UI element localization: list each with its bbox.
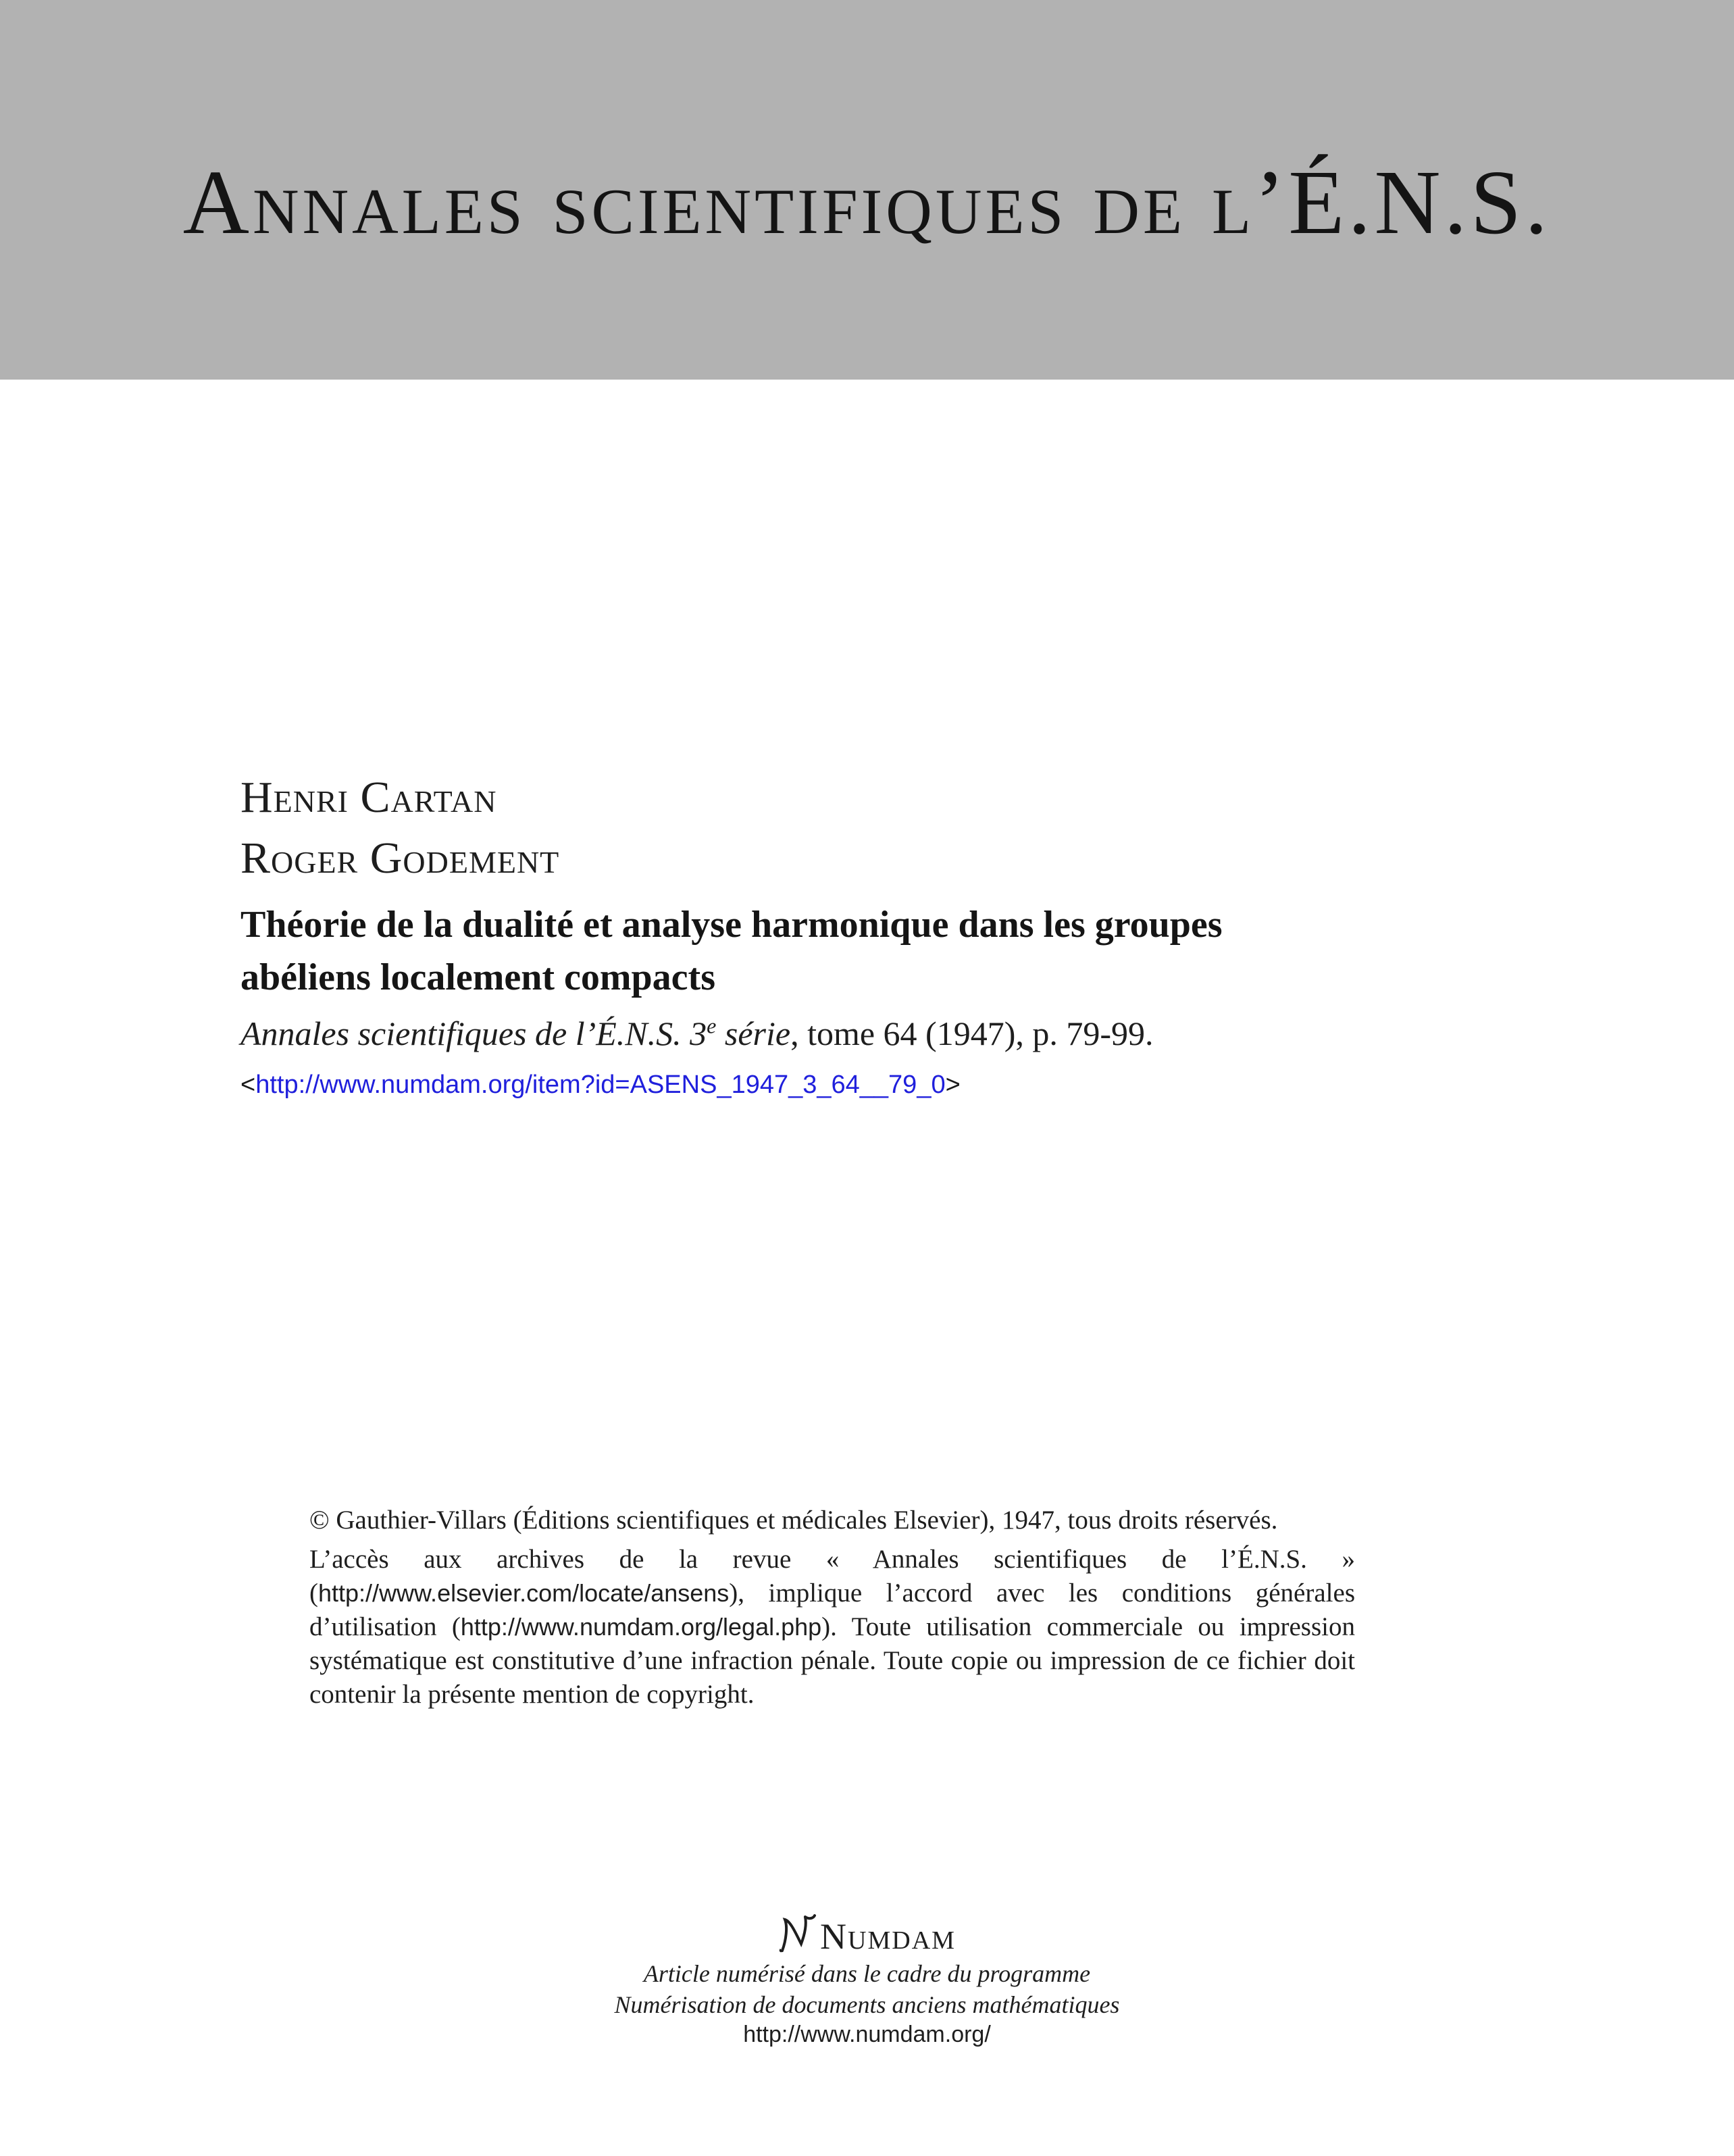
citation-volume-pages: , tome 64 (1947), p. 79-99. (790, 1015, 1154, 1052)
numdam-logo (778, 1913, 956, 1955)
notice-text: ). Toute utilisation commerciale ou impression systématique est constitutive d’une infraction pénale. Toute copie ou impression de ce fichier doit contenir la présente mention de copyright. (309, 1612, 1355, 1709)
author-name: Roger Godement (240, 833, 560, 883)
author-name: Henri Cartan (240, 773, 497, 822)
numdam-footer (0, 1913, 1734, 2049)
citation (240, 1013, 1497, 1052)
elsevier-link[interactable]: http://www.elsevier.com/locate/ansens (318, 1579, 730, 1607)
article-title: Théorie de la dualité et analyse harmonique dans les groupes abéliens localement compacts (240, 904, 1223, 998)
numdam-program-line: Article numérisé dans le cadre du programme (643, 1960, 1091, 1987)
numdam-program-name: Numérisation de documents anciens mathématiques (614, 1991, 1120, 2018)
citation-series-superscript: e (707, 1013, 717, 1038)
journal-title: Annales scientifiques de l’É.N.S. (182, 152, 1552, 253)
journal-banner (0, 0, 1734, 380)
link-close-bracket: > (945, 1071, 961, 1099)
numdam-logo-text: Numdam (820, 1916, 956, 1957)
copyright-notice (309, 1543, 1355, 1712)
copyright-statement: © Gauthier-Villars (Éditions scientifiques et médicales Elsevier), 1947, tous droits réservés. (309, 1506, 1278, 1535)
notice-text: L’accès aux archives de la revue « Annales scientifiques de l’É.N.S. » ( (309, 1545, 1355, 1608)
item-link[interactable]: http://www.numdam.org/item?id=ASENS_1947_3_64__79_0 (255, 1071, 946, 1099)
item-link-line (240, 1072, 1497, 1098)
citation-series-word: série (716, 1015, 791, 1052)
copyright-block (309, 1504, 1355, 1712)
numdam-n-icon (778, 1913, 817, 1955)
citation-journal: Annales scientifiques de l’É.N.S. 3 (240, 1015, 707, 1052)
link-open-bracket: < (240, 1071, 256, 1099)
notice-text: ), implique l’accord avec les conditions générales d’utilisation ( (309, 1578, 1355, 1641)
legal-link[interactable]: http://www.numdam.org/legal.php (460, 1613, 822, 1641)
numdam-url[interactable]: http://www.numdam.org/ (743, 2022, 991, 2047)
